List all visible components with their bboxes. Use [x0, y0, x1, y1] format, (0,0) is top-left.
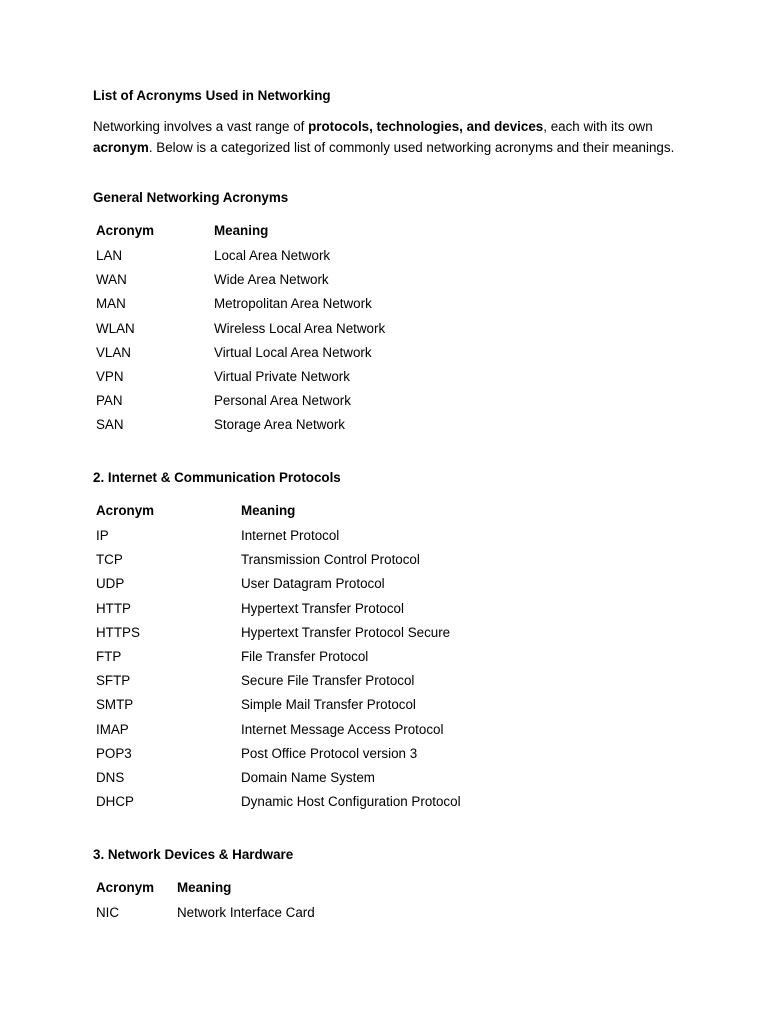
meaning-cell: Dynamic Host Configuration Protocol [241, 794, 461, 810]
table-row [93, 672, 461, 696]
section-heading-devices: 3. Network Devices & Hardware [93, 847, 294, 862]
table-row [93, 648, 461, 672]
table-header-row [93, 879, 315, 904]
meaning-cell: Internet Protocol [241, 528, 340, 543]
acronym-cell: SMTP [96, 697, 134, 713]
meaning-cell: Simple Mail Transfer Protocol [241, 697, 416, 713]
table-row [93, 295, 385, 319]
table-row [93, 551, 461, 575]
document-title: List of Acronyms Used in Networking [93, 88, 331, 103]
acronym-cell: VLAN [96, 344, 131, 360]
column-header-meaning: Meaning [214, 223, 269, 238]
intro-text-3: . Below is a categorized list of commonly used networking acronyms and their meanings. [148, 139, 675, 155]
acronym-cell: DHCP [96, 794, 134, 810]
table-row [93, 600, 461, 624]
acronym-cell: NIC [96, 905, 120, 920]
intro-text-1: Networking involves a vast range of [93, 119, 309, 134]
table-row [93, 392, 385, 416]
acronym-table-general [93, 222, 385, 441]
meaning-cell: Internet Message Access Protocol [241, 721, 444, 737]
acronym-cell: LAN [96, 248, 123, 263]
intro-paragraph [93, 117, 683, 158]
table-row [93, 575, 461, 599]
table-header-row [93, 502, 461, 527]
acronym-table-devices [93, 879, 315, 928]
acronym-cell: SAN [96, 417, 124, 433]
section-heading-protocols: 2. Internet & Communication Protocols [93, 470, 341, 485]
table-row [93, 527, 461, 551]
acronym-cell: PAN [96, 393, 123, 409]
intro-text-2: , each with its own [543, 119, 653, 134]
acronym-cell: IMAP [96, 721, 129, 737]
table-header-row [93, 222, 385, 247]
table-row [93, 344, 385, 368]
acronym-cell: POP3 [96, 745, 132, 761]
meaning-cell: Metropolitan Area Network [214, 296, 372, 312]
table-row [93, 745, 461, 769]
acronym-cell: SFTP [96, 673, 131, 689]
table-row [93, 271, 385, 295]
meaning-cell: Secure File Transfer Protocol [241, 673, 415, 689]
column-header-meaning: Meaning [177, 880, 232, 895]
acronym-cell: UDP [96, 576, 125, 592]
meaning-cell: Storage Area Network [214, 417, 345, 433]
acronym-cell: DNS [96, 769, 125, 785]
table-row [93, 247, 385, 271]
meaning-cell: Local Area Network [214, 248, 331, 263]
column-header-acronym: Acronym [96, 223, 155, 238]
meaning-cell: Personal Area Network [214, 393, 351, 409]
acronym-cell: WAN [96, 272, 127, 288]
intro-bold-1: protocols, technologies, and devices [308, 119, 544, 134]
meaning-cell: Wide Area Network [214, 272, 329, 288]
column-header-acronym: Acronym [96, 880, 155, 895]
acronym-cell: TCP [96, 552, 123, 568]
acronym-cell: MAN [96, 296, 126, 312]
table-row [93, 904, 315, 928]
acronym-cell: HTTPS [96, 624, 140, 640]
meaning-cell: Hypertext Transfer Protocol Secure [241, 624, 451, 640]
table-row [93, 769, 461, 793]
column-header-acronym: Acronym [96, 503, 155, 518]
acronym-cell: VPN [96, 368, 124, 384]
meaning-cell: File Transfer Protocol [241, 648, 369, 664]
meaning-cell: Virtual Private Network [214, 368, 350, 384]
acronym-cell: HTTP [96, 600, 131, 616]
meaning-cell: Transmission Control Protocol [241, 552, 420, 568]
table-row [93, 320, 385, 344]
meaning-cell: Domain Name System [241, 769, 375, 785]
table-row [93, 793, 461, 817]
table-row [93, 624, 461, 648]
table-row [93, 696, 461, 720]
meaning-cell: Wireless Local Area Network [214, 320, 386, 336]
section-heading-general: General Networking Acronyms [93, 190, 289, 205]
intro-bold-2: acronym [93, 139, 149, 155]
table-row [93, 368, 385, 392]
table-row [93, 416, 385, 440]
meaning-cell: User Datagram Protocol [241, 576, 385, 592]
meaning-cell: Network Interface Card [177, 905, 315, 920]
acronym-cell: IP [96, 528, 109, 543]
column-header-meaning: Meaning [241, 503, 296, 518]
meaning-cell: Hypertext Transfer Protocol [241, 600, 404, 616]
meaning-cell: Virtual Local Area Network [214, 344, 372, 360]
acronym-table-protocols [93, 502, 461, 817]
meaning-cell: Post Office Protocol version 3 [241, 745, 418, 761]
acronym-cell: WLAN [96, 320, 135, 336]
acronym-cell: FTP [96, 648, 122, 664]
table-row [93, 721, 461, 745]
